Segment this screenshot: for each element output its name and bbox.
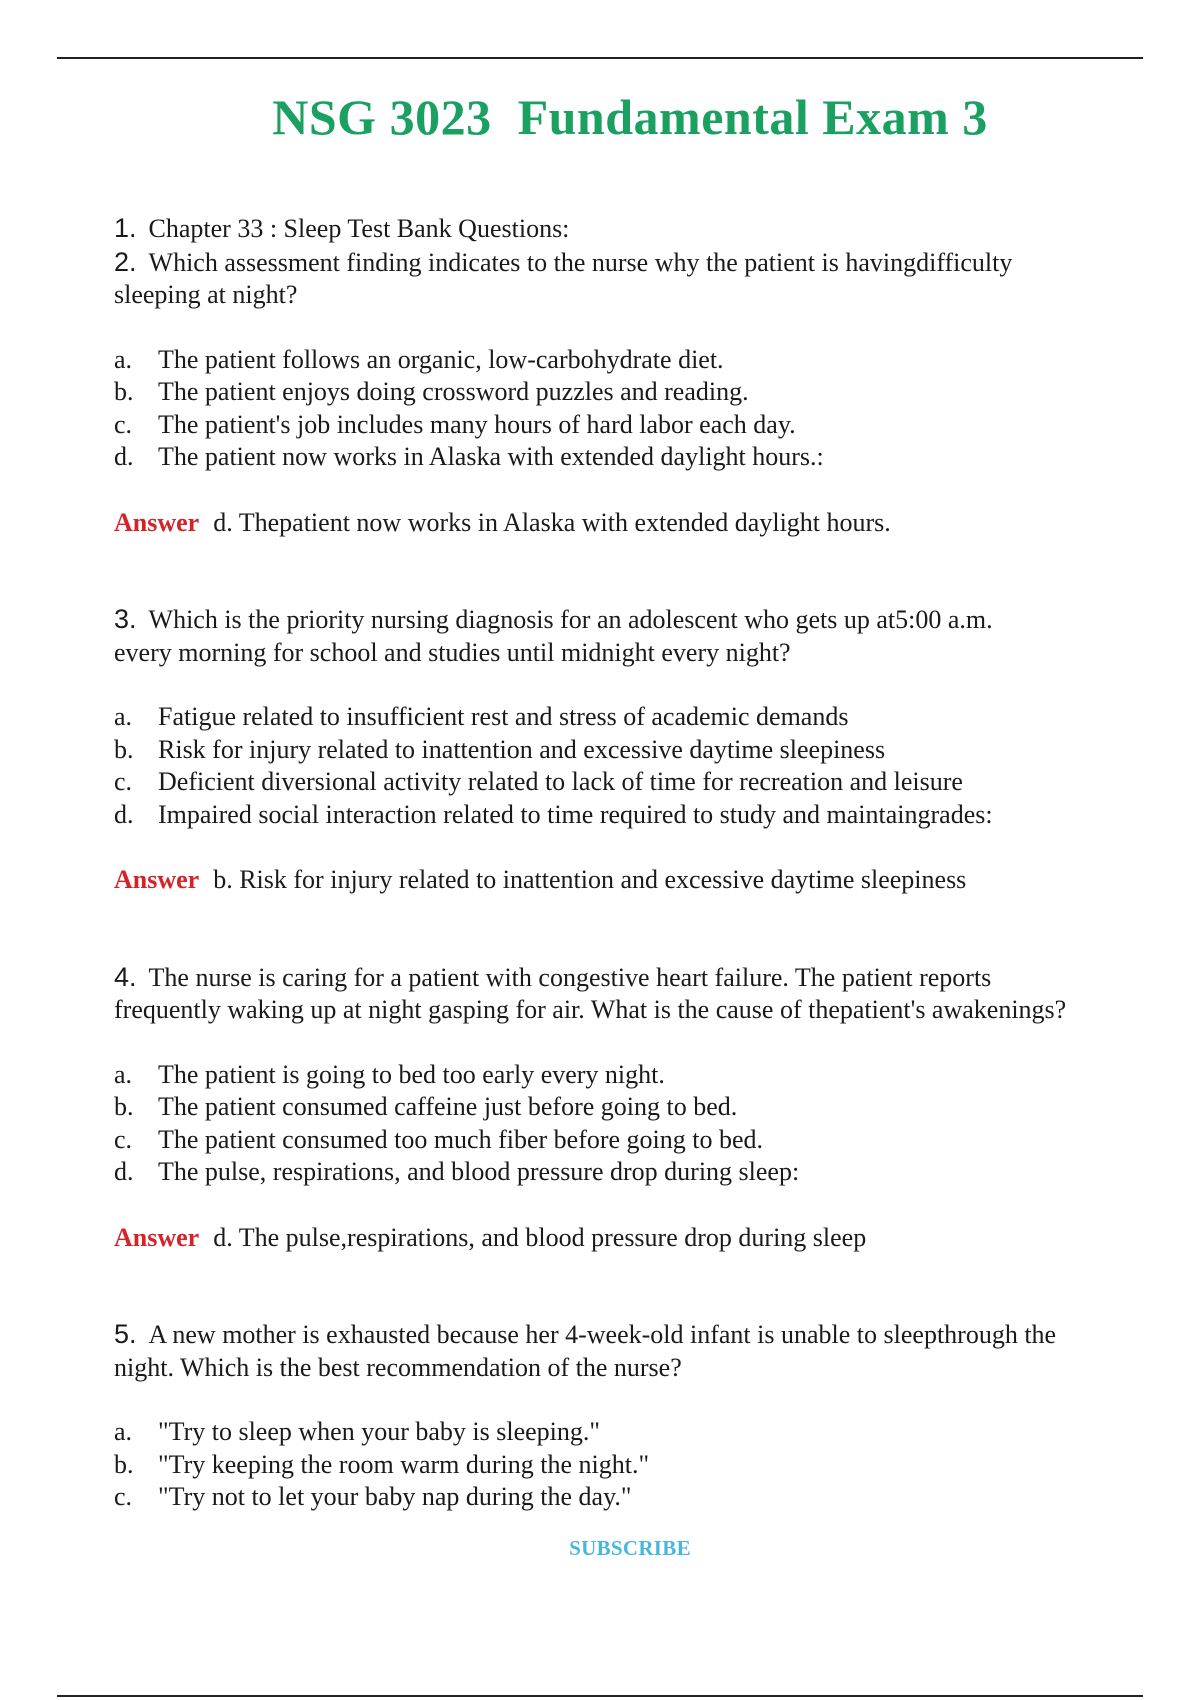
top-rule: [57, 57, 1143, 59]
question-4: 4. The nurse is caring for a patient with congestive heart failure. The patient reports frequently waking up at night gasping for air. What is the cause of thepatient's awakenings? a. The patient is going to bed too early every night. b. The patient consumed caffeine just before going to bed. c. The patient consumed too much fiber before going to bed. d. The pulse, respirations, and blood pressure drop during sleep: Answer d. The pulse,respirations, and blood pressure drop during sleep: [114, 961, 1134, 1255]
option-a: a. "Try to sleep when your baby is sleeping.": [114, 1417, 600, 1446]
option-a: a. The patient is going to bed too early every night.: [114, 1059, 665, 1089]
option-b: b. Risk for injury related to inattention and excessive daytime sleepiness: [114, 734, 886, 764]
options-list: [114, 701, 1134, 831]
option-c: c. The patient consumed too much fiber before going to bed.: [114, 1124, 764, 1154]
question-5: 5. A new mother is exhausted because her 4-week-old infant is unable to sleepthrough the night. Which is the best recommendation of the nurse? a. "Try to sleep when your baby is sleeping." b. "Try keeping the room warm during the night." c. "Try not to let your baby nap during the day.": [114, 1318, 1134, 1514]
option-b: b. The patient consumed caffeine just before going to bed.: [114, 1092, 738, 1121]
option-b: b. "Try keeping the room warm during the night.": [114, 1449, 650, 1479]
option-c: c. "Try not to let your baby nap during the day.": [114, 1482, 632, 1511]
options-list: [114, 1416, 1134, 1514]
option-d: d. The pulse, respirations, and blood pressure drop during sleep:: [114, 1157, 800, 1186]
option-a: a. The patient follows an organic, low-carbohydrate diet.: [114, 344, 724, 374]
answer-label: Answer: [114, 1222, 200, 1252]
answer-label: Answer: [114, 865, 200, 894]
options-list: [114, 344, 1134, 474]
option-d: d. The patient now works in Alaska with extended daylight hours.:: [114, 442, 824, 471]
question-3: 3. Which is the priority nursing diagnosis for an adolescent who gets up at5:00 a.m. every morning for school and studies until midnight every night? a. Fatigue related to insufficient rest and stress of academic demands b. Risk for injury related to inattention and excessive daytime sleepiness c. Deficient diversional activity related to lack of time for recreation and leisure d. Impaired social interaction related to time required to study and maintaingrades: Answer b. Risk for injury related to inattention and excessive daytime sleepiness: [114, 603, 1134, 897]
subscribe-link[interactable]: SUBSCRIBE: [569, 1536, 691, 1560]
intro-line: 1. Chapter 33 : Sleep Test Bank Questions:: [114, 213, 570, 243]
answer-label: Answer: [114, 507, 200, 537]
option-b: b. The patient enjoys doing crossword puzzles and reading.: [114, 377, 749, 406]
option-c: c. Deficient diversional activity related to lack of time for recreation and leisure: [114, 767, 963, 796]
answer-line: Answer b. Risk for injury related to inattention and excessive daytime sleepiness: [114, 865, 967, 894]
option-d: d. Impaired social interaction related to time required to study and maintaingrades:: [114, 799, 993, 829]
question-2: 2. Which assessment finding indicates to the nurse why the patient is havingdifficulty sleeping at night? a. The patient follows an organic, low-carbohydrate diet. b. The patient enjoys doing crossword puzzles and reading. c. The patient's job includes many hours of hard labor each day. d. The patient now works in Alaska with extended daylight hours.: Answer d. Thepatient now works in Alaska with extended daylight hours.: [114, 246, 1134, 540]
answer-line: Answer d. Thepatient now works in Alaska with extended daylight hours.: [114, 507, 891, 537]
option-c: c. The patient's job includes many hours of hard labor each day.: [114, 409, 796, 439]
options-list: [114, 1059, 1134, 1189]
document-body: [114, 212, 1134, 1514]
bottom-rule: [57, 1695, 1143, 1697]
document-title: NSG 3023 Fundamental Exam 3: [272, 89, 988, 145]
answer-line: Answer d. The pulse,respirations, and blood pressure drop during sleep: [114, 1222, 867, 1252]
option-a: a. Fatigue related to insufficient rest and stress of academic demands: [114, 702, 849, 731]
